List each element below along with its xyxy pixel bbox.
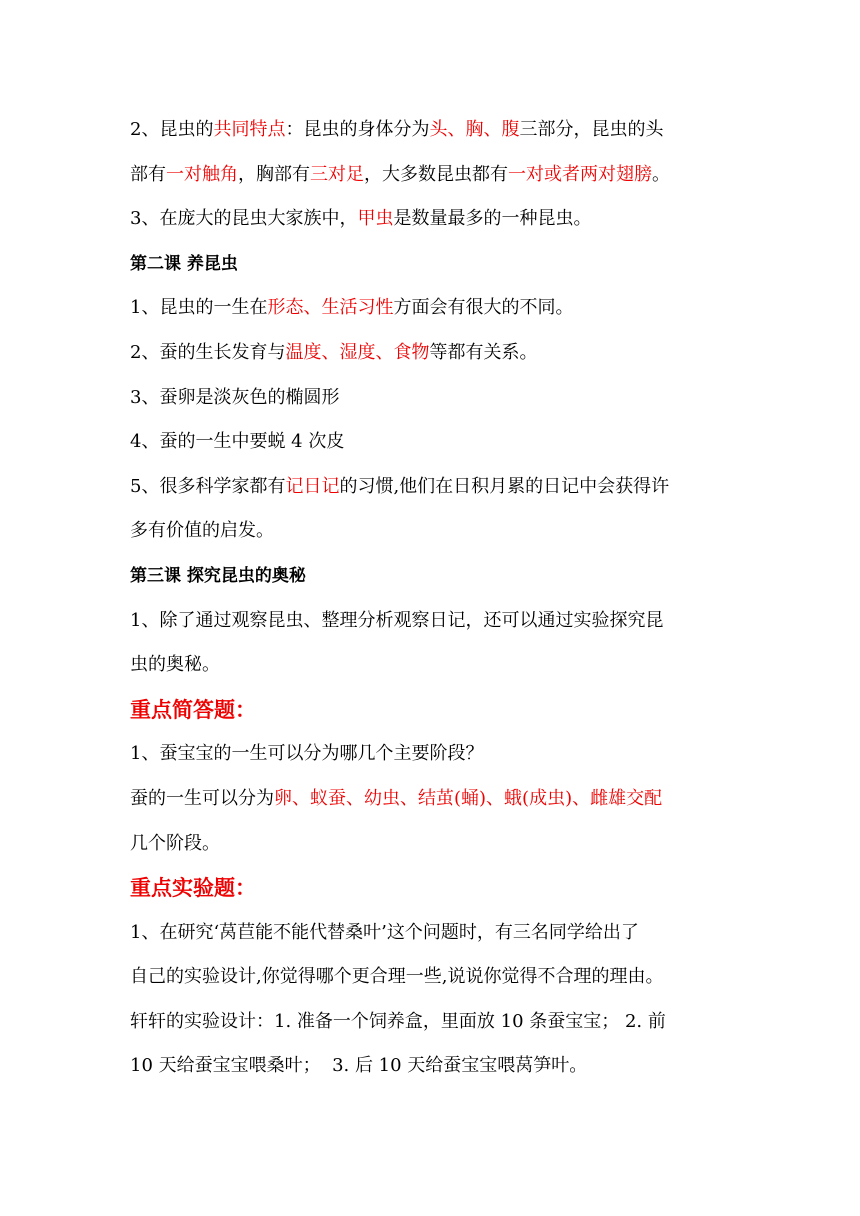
section-heading [130, 688, 736, 733]
text-segment: 5、很多科学家都有 [130, 475, 286, 497]
text-segment: 多有价值的启发。 [130, 520, 274, 542]
text-line [130, 822, 736, 867]
text-segment: 自己的实验设计,你觉得哪个更合理一些,说说你觉得不合理的理由。 [130, 966, 664, 988]
text-segment: 1、除了通过观察昆虫、整理分析观察日记，还可以通过实验探究昆 [130, 609, 664, 631]
text-segment: 蚕的一生可以分为 [130, 787, 274, 809]
section-heading [130, 866, 736, 911]
text-line [130, 599, 736, 644]
text-segment: 是数量最多的一种昆虫。 [393, 208, 592, 230]
text-line [130, 777, 736, 822]
text-segment: 的习惯,他们在日积月累的日记中会获得许 [339, 475, 670, 497]
text-segment: 虫的奥秘。 [130, 654, 220, 676]
text-segment: 重点简答题： [130, 697, 256, 722]
text-segment: 等都有关系。 [429, 341, 538, 363]
highlighted-term: 形态、生活习性 [267, 297, 394, 319]
section-heading [130, 554, 736, 599]
highlighted-term: 头、胸、腹 [429, 119, 520, 140]
text-line [130, 331, 736, 376]
section-heading [130, 242, 736, 287]
text-segment: 1、昆虫的一生在 [130, 297, 268, 319]
text-segment: 重点实验题： [130, 876, 256, 901]
document-body [130, 108, 736, 1089]
text-segment: 第二课 养昆虫 [130, 253, 238, 274]
text-line [130, 732, 736, 777]
text-segment: 4、蚕的一生中要蜕 4 次皮 [130, 431, 345, 453]
text-line [130, 509, 736, 554]
text-segment: 2、蚕的生长发育与 [130, 341, 286, 363]
document-page [130, 108, 736, 1089]
text-segment: 第三课 探究昆虫的奥秘 [130, 565, 306, 586]
text-line [130, 376, 736, 421]
text-segment: 1、在研究‘莴苣能不能代替桑叶’这个问题时，有三名同学给出了 [130, 921, 639, 943]
text-segment: 3、在庞大的昆虫大家族中， [130, 208, 358, 230]
text-line [130, 465, 736, 510]
text-segment: 3、蚕卵是淡灰色的椭圆形 [130, 386, 340, 408]
text-segment: 方面会有很大的不同。 [393, 297, 574, 319]
text-line [130, 420, 736, 465]
text-line [130, 286, 736, 331]
highlighted-term: 温度、湿度、食物 [285, 341, 430, 363]
text-segment: ，大多数昆虫都有 [364, 163, 508, 185]
highlighted-term: 记日记 [285, 475, 340, 497]
highlighted-term: 三对足 [310, 163, 364, 185]
text-segment: 几个阶段。 [130, 832, 220, 854]
text-segment: 部有 [130, 163, 166, 185]
text-line [130, 911, 736, 956]
text-segment: 轩轩的实验设计：1. 准备一个饲养盒，里面放 10 条蚕宝宝； 2. 前 [130, 1010, 666, 1032]
text-segment: ：昆虫的身体分为 [285, 119, 430, 140]
text-line [130, 197, 736, 242]
text-line [130, 1044, 736, 1089]
highlighted-term: 共同特点 [213, 119, 286, 140]
text-segment: 10 天给蚕宝宝喂桑叶； 3. 后 10 天给蚕宝宝喂莴笋叶。 [130, 1055, 588, 1077]
text-segment: 2、昆虫的 [130, 119, 214, 140]
text-line [130, 955, 736, 1000]
highlighted-term: 一对触角 [166, 163, 238, 185]
highlighted-term: 甲虫 [357, 208, 394, 230]
text-line [130, 153, 736, 198]
text-line [130, 1000, 736, 1045]
highlighted-term: 一对或者两对翅膀 [508, 163, 652, 185]
text-segment: 。 [652, 163, 670, 185]
highlighted-term: 卵、蚁蚕、幼虫、结茧(蛹)、蛾(成虫)、雌雄交配 [274, 787, 663, 809]
text-segment: 三部分，昆虫的头 [519, 119, 664, 140]
text-segment: ，胸部有 [238, 163, 310, 185]
text-segment: 1、蚕宝宝的一生可以分为哪几个主要阶段？ [130, 743, 484, 765]
text-line [130, 108, 736, 153]
text-line [130, 643, 736, 688]
